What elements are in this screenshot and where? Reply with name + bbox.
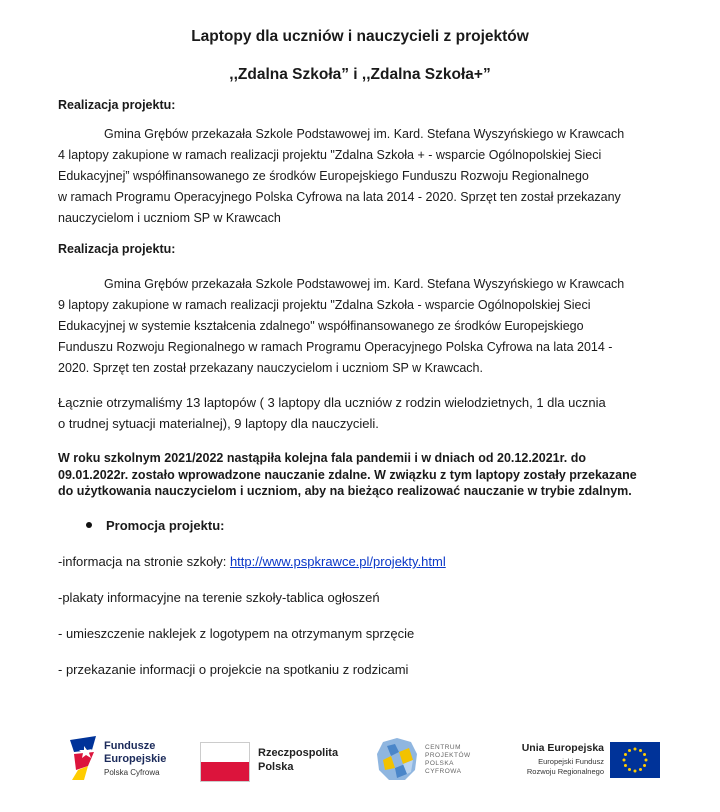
unia-europejska-logo <box>506 730 660 790</box>
cppc-line1: CENTRUM <box>425 744 461 751</box>
cppc-line2: PROJEKTÓW <box>425 752 471 759</box>
promo-item-website: -informacja na stronie szkoły: http://www.pspkrawce.pl/projekty.html <box>58 554 446 569</box>
eu-star <box>634 748 637 751</box>
section2-body: Gmina Grębów przekazała Szkole Podstawowej im. Kard. Stefana Wyszyńskiego w Krawcach 9 laptopy zakupione w ramach realizacji projektu "Zdalna Szkoła - wsparcie Ogólnopolskiej Sieci Edukacyjnej w systemie kształcenia zdalnego" współfinansowanego ze środków Europejskiego Funduszu Rozwoju Regionalnego w ramach Programu Operacyjnego Polska Cyfrowa na lata 2014 - 2020. Sprzęt ten został przekazany nauczycielom i uczniom SP w Krawcach. <box>58 277 625 375</box>
school-website-link[interactable]: http://www.pspkrawce.pl/projekty.html <box>229 554 446 569</box>
promo-item-stickers: - umieszczenie naklejek z logotypem na otrzymanym sprzęcie <box>58 626 415 641</box>
eu-star <box>634 770 637 773</box>
polish-flag-icon <box>200 742 250 782</box>
fe-star-icon <box>70 736 100 780</box>
eu-star <box>624 753 627 756</box>
promo-item-parents: - przekazanie informacji o projekcie na spotkaniu z rodzicami <box>58 662 409 677</box>
ue-line3: Rozwoju Regionalnego <box>526 767 604 776</box>
rzeczpospolita-polska-logo <box>200 730 350 790</box>
fe-line3: Polska Cyfrowa <box>104 768 160 777</box>
fe-line1: Fundusze <box>104 740 156 752</box>
poland-map-icon <box>377 738 419 782</box>
cppc-logo <box>377 730 487 790</box>
fe-line2: Europejskie <box>104 753 167 765</box>
rp-line1: Rzeczpospolita <box>258 747 339 759</box>
remote-learning-note: W roku szkolnym 2021/2022 nastąpiła kolejna fala pandemii i w dniach od 20.12.2021r. do 09.01.2022r. zostało wprowadzone nauczanie zdalne. W związku z tym laptopy zostały przekazane do użytkowania nauczycielom i uczniom, aby na bieżąco realizować nauczanie w trybie zdalnym. <box>58 451 637 498</box>
ue-line1: Unia Europejska <box>521 742 604 754</box>
ue-line2: Europejski Fundusz <box>538 757 604 766</box>
eu-star <box>645 759 648 762</box>
summary-text: Łącznie otrzymaliśmy 13 laptopów ( 3 laptopy dla uczniów z rodzin wielodzietnych, 1 dla ucznia o trudnej sytuacji materialnej), 9 laptopy dla nauczycieli. <box>58 395 606 431</box>
section1-heading: Realizacja projektu: <box>58 98 176 112</box>
page-subtitle: ,,Zdalna Szkoła” i ,,Zdalna Szkoła+” <box>229 66 491 83</box>
funding-logos-bar <box>0 730 720 790</box>
section2-heading: Realizacja projektu: <box>58 242 176 256</box>
eu-star <box>643 753 646 756</box>
eu-flag-icon <box>610 742 660 778</box>
eu-star <box>639 749 642 752</box>
fundusze-europejskie-logo <box>70 730 180 790</box>
page-title: Laptopy dla uczniów i nauczycieli z projektów <box>191 28 529 45</box>
section1-body: Gmina Grębów przekazała Szkole Podstawowej im. Kard. Stefana Wyszyńskiego w Krawcach 4 laptopy zakupione w ramach realizacji projektu "Zdalna Szkoła + - wsparcie Ogólnopolskiej Sieci Edukacyjnej” współfinansowanego ze środków Europejskiego Funduszu Rozwoju Regionalnego w ramach Programu Operacyjnego Polska Cyfrowa na lata 2014 - 2020. Sprzęt ten został przekazany nauczycielom i uczniom SP w Krawcach <box>58 127 625 225</box>
eu-star <box>628 768 631 771</box>
eu-star <box>643 764 646 767</box>
cppc-line4: CYFROWA <box>425 768 462 775</box>
eu-star <box>628 749 631 752</box>
promo-item-posters: -plakaty informacyjne na terenie szkoły-tablica ogłoszeń <box>58 590 380 605</box>
eu-star <box>623 759 626 762</box>
bullet-icon <box>86 522 92 528</box>
rp-line2: Polska <box>258 761 294 773</box>
cppc-line3: POLSKA <box>425 760 455 767</box>
eu-star <box>639 768 642 771</box>
eu-star <box>624 764 627 767</box>
promo-heading: Promocja projektu: <box>86 518 224 533</box>
